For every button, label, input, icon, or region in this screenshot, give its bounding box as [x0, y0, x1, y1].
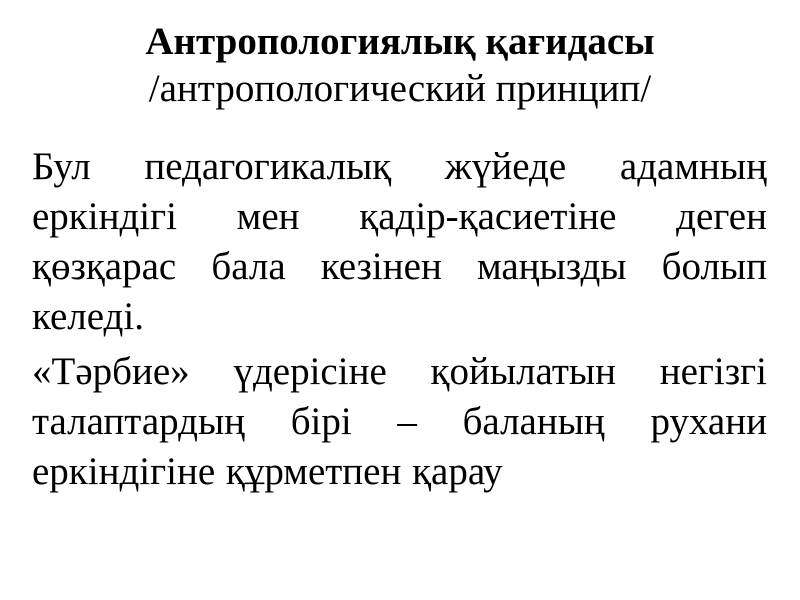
body-line: талаптардың бірі – баланың рухани: [32, 400, 767, 443]
body-line: «Тәрбие» үдерісіне қойылатын негізгі: [32, 350, 767, 393]
body-line: келеді.: [32, 295, 144, 338]
body-line: еркіндігі мен қадір-қасиетіне деген: [32, 195, 767, 238]
slide-title-kazakh: Антропологиялық қағидасы: [145, 20, 655, 63]
body-line: еркіндігіне құрметпен қарау: [32, 450, 503, 493]
slide-body: [32, 142, 767, 497]
body-line: Бул педагогикалық жүйеде адамның: [32, 145, 767, 188]
body-line: қөзқарас бала кезінен маңызды болып: [32, 245, 767, 288]
slide-title-russian: /антропологический принцип/: [148, 67, 652, 110]
body-paragraph-2: [32, 347, 767, 497]
slide-title: [40, 18, 760, 112]
body-paragraph-1: [32, 142, 767, 342]
